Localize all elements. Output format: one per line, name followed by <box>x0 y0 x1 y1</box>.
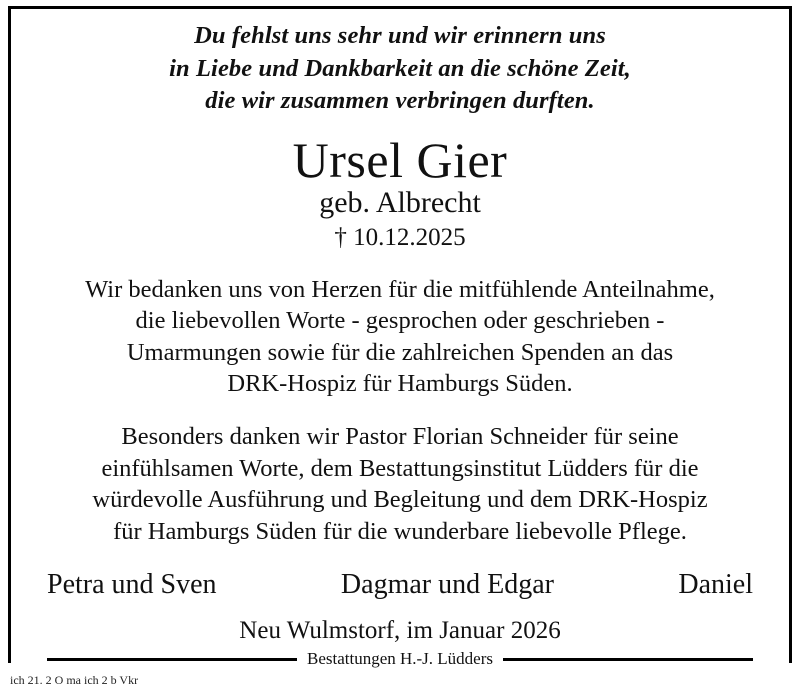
verse-line: Du fehlst uns sehr und wir erinnern uns <box>194 22 606 49</box>
footer-rule-right <box>503 658 753 661</box>
verse-line: die wir zusammen verbringen durften. <box>205 87 595 115</box>
special-thanks-paragraph <box>33 421 767 547</box>
special-thanks-line: für Hamburgs Süden für die wunderbare liebevolle Pflege. <box>113 517 687 545</box>
thanks-line: DRK-Hospiz für Hamburgs Süden. <box>227 370 573 398</box>
funeral-home-footer <box>11 649 789 669</box>
maiden-name: geb. Albrecht <box>319 185 481 219</box>
family-group: Dagmar und Edgar <box>340 569 554 601</box>
family-group: Daniel <box>678 569 753 601</box>
funeral-home-name: Bestattungen H.-J. Lüdders <box>306 649 494 668</box>
surviving-family <box>33 569 767 601</box>
thanks-line: Wir bedanken uns von Herzen für die mitfühlende Anteilnahme, <box>85 275 715 303</box>
place-and-date: Neu Wulmstorf, im Januar 2026 <box>239 617 561 645</box>
special-thanks-line: würdevolle Ausführung und Begleitung und dem DRK-Hospiz <box>92 486 708 514</box>
thanks-line: Umarmungen sowie für die zahlreichen Spenden an das <box>126 338 674 366</box>
deceased-name: Ursel Gier <box>292 131 508 188</box>
verse-line: in Liebe und Dankbarkeit an die schöne Zeit, <box>169 54 631 82</box>
page-edge-artifact: ich 21. 2 O ma ich 2 b Vkr <box>10 673 139 687</box>
border-right-rule <box>789 6 792 663</box>
footer-rule-left <box>47 658 297 661</box>
memorial-verse <box>33 20 767 118</box>
family-group: Petra und Sven <box>47 569 217 601</box>
thanks-line: die liebevollen Worte - gesprochen oder geschrieben - <box>135 307 665 335</box>
death-date: † 10.12.2025 <box>334 223 466 251</box>
notice-content <box>11 6 789 663</box>
special-thanks-line: Besonders danken wir Pastor Florian Schneider für seine <box>121 422 679 450</box>
thanks-paragraph <box>33 274 767 400</box>
special-thanks-line: einfühlsamen Worte, dem Bestattungsinstitut Lüdders für die <box>101 454 699 482</box>
